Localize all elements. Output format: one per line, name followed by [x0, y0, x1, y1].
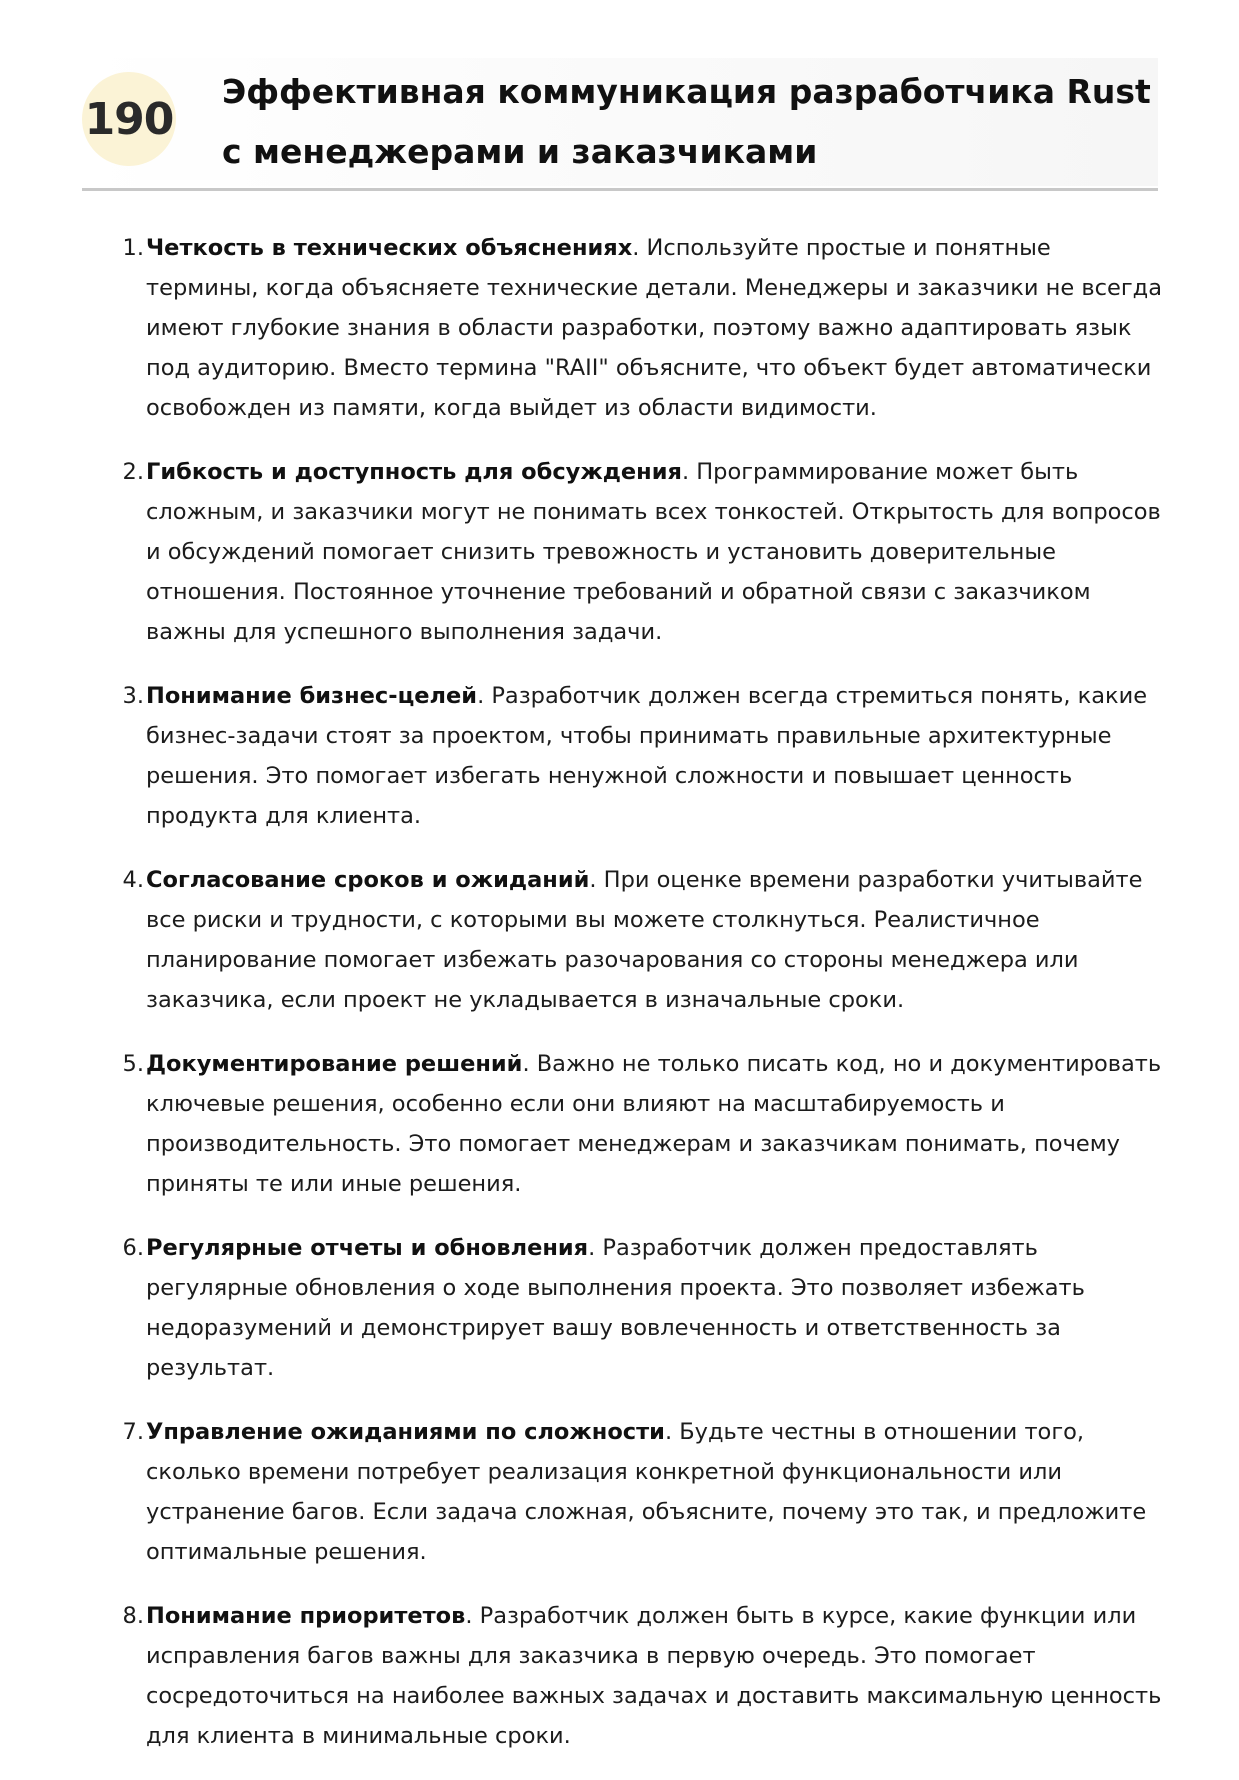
item-text: . Разработчик должен всегда стремиться понять, какие бизнес-задачи стоят за проектом, чтобы принимать правильные архитектурные решения. Это помогает избегать ненужной сложности и повышает ценность продукта для клиента.	[146, 683, 1148, 829]
item-lead: Регулярные отчеты и обновления	[146, 1235, 589, 1261]
item-number: 1.	[122, 235, 144, 261]
list-item	[122, 1412, 1162, 1572]
chapter-number: 190	[84, 93, 174, 145]
item-lead: Согласование сроков и ожиданий	[146, 867, 590, 893]
item-lead: Четкость в технических объяснениях	[146, 235, 633, 261]
list-item	[122, 1596, 1162, 1756]
item-number: 4.	[122, 867, 144, 893]
item-text: . Программирование может быть сложным, и заказчики могут не понимать всех тонкостей. Открытость для вопросов и обсуждений помогает снизить тревожность и установить доверительные отношения. Постоянное уточнение требований и обратной связи с заказчиком важны для успешного выполнения задачи.	[146, 459, 1161, 645]
list-item	[122, 860, 1162, 1020]
main-content	[96, 228, 1162, 1780]
item-number: 6.	[122, 1235, 144, 1261]
chapter-number-badge	[82, 72, 176, 166]
page-title: Эффективная коммуникация разработчика Rust с менеджерами и заказчиками	[222, 72, 1151, 171]
item-lead: Гибкость и доступность для обсуждения	[146, 459, 682, 485]
list-item	[122, 452, 1162, 652]
list-item	[122, 676, 1162, 836]
item-lead: Понимание бизнес-целей	[146, 683, 478, 709]
list-item	[122, 1228, 1162, 1388]
item-number: 7.	[122, 1419, 144, 1445]
item-text: . Разработчик должен предоставлять регулярные обновления о ходе выполнения проекта. Это позволяет избежать недоразумений и демонстрирует вашу вовлеченность и ответственность за результат.	[146, 1235, 1085, 1381]
item-text: . Разработчик должен быть в курсе, какие функции или исправления багов важны для заказчика в первую очередь. Это помогает сосредоточиться на наиболее важных задачах и доставить максимальную ценность для клиента в минимальные сроки.	[146, 1603, 1162, 1749]
list-item	[122, 1044, 1162, 1204]
item-text: . Важно не только писать код, но и документировать ключевые решения, особенно если они влияют на масштабируемость и производительность. Это помогает менеджерам и заказчикам понимать, почему приняты те или иные решения.	[146, 1051, 1162, 1197]
numbered-list	[96, 228, 1162, 1756]
item-number: 3.	[122, 683, 144, 709]
list-item	[122, 228, 1163, 428]
page-header	[82, 42, 1158, 191]
item-number: 5.	[122, 1051, 144, 1077]
item-text: . Будьте честны в отношении того, сколько времени потребует реализация конкретной функциональности или устранение багов. Если задача сложная, объясните, почему это так, и предложите оптимальные решения.	[146, 1419, 1147, 1565]
item-number: 2.	[122, 459, 144, 485]
item-lead: Управление ожиданиями по сложности	[146, 1419, 665, 1445]
item-lead: Понимание приоритетов	[146, 1603, 466, 1629]
item-number: 8.	[122, 1603, 144, 1629]
item-text: . При оценке времени разработки учитывайте все риски и трудности, с которыми вы можете столкнуться. Реалистичное планирование помогает избежать разочарования со стороны менеджера или заказчика, если проект не укладывается в изначальные сроки.	[146, 867, 1143, 1013]
item-lead: Документирование решений	[146, 1051, 523, 1077]
item-text: . Используйте простые и понятные термины, когда объясняете технические детали. Менеджеры и заказчики не всегда имеют глубокие знания в области разработки, поэтому важно адаптировать язык под аудиторию. Вместо термина "RAII" объясните, что объект будет автоматически освобожден из памяти, когда выйдет из области видимости.	[146, 235, 1163, 421]
